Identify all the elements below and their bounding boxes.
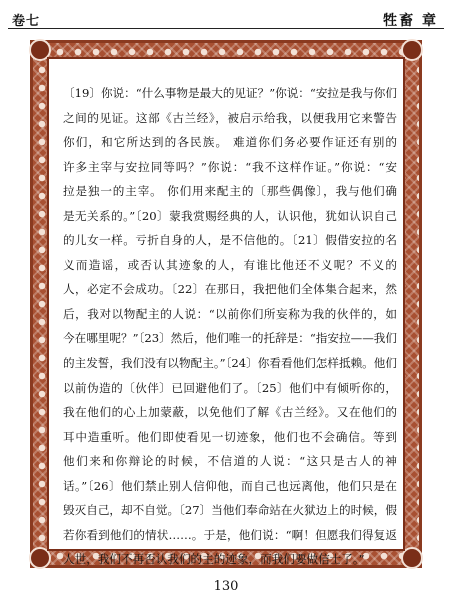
text-line: 我在他们的心上加蒙蔽，以免他们了解《古兰经》。又在他们的 [63, 405, 397, 420]
text-line: 之间的见证。这部《古兰经》，被启示给我，以便我用它来警告 [63, 110, 397, 125]
page-number: 130 [213, 579, 239, 594]
decorative-border [30, 40, 422, 568]
text-line: 人世，我们不再否认我们的主的迹象，而我们要做信士了。” [63, 552, 365, 567]
text-line: 今在哪里呢？”〔23〕然后，他们唯一的托辞是：“指安拉——我们 [63, 331, 397, 346]
text-line: 毁灭自己，却不自觉。〔27〕当他们奉命站在火狱边上的时候，假 [63, 503, 397, 518]
text-line: 你们，和它所达到的各民族。 难道你们务必要作证还有别的 [63, 135, 397, 150]
text-line: 以前伪造的〔伙伴〕已回避他们了。〔25〕他们中有倾听你的， [63, 380, 397, 395]
chapter-label: 卷七 [12, 14, 41, 29]
text-line: 话。”〔26〕他们禁止别人信仰他，而自己也远离他，他们只是在 [63, 478, 397, 493]
text-line: 若你看到他们的情状……。于是，他们说：“啊！但愿我们得复返 [63, 527, 397, 542]
text-line: 是无关系的。”〔20〕蒙我赏赐经典的人，认识他，犹如认识自己 [63, 208, 397, 223]
text-line: 后，我对以物配主的人说：“以前你们所妄称为我的伙伴的，如 [63, 306, 397, 321]
text-panel [47, 57, 405, 567]
text-line: 人，必定不会成功。〔22〕在那日，我把他们全体集合起来，然 [63, 282, 397, 297]
body-text [63, 81, 397, 572]
chapter-title: 牲畜 章 [383, 13, 438, 29]
text-line: 的儿女一样。亏折自身的人，是不信他的。〔21〕假借安拉的名 [63, 233, 397, 248]
text-line: 耳中造重听。他们即使看见一切迹象，他们也不会确信。等到 [63, 429, 397, 444]
text-line: 的主发誓，我们没有以物配主。”〔24〕你看看他们怎样抵赖。他们 [63, 356, 397, 371]
header-rule [8, 28, 444, 29]
text-line: 许多主宰与安拉同等吗？”你说：“我不这样作证。”你说：“安 [63, 159, 397, 174]
text-line: 义而造谣，或否认其迹象的人，有谁比他还不义呢？不义的 [63, 257, 397, 272]
text-line: 拉是独一的主宰。 你们用来配主的〔那些偶像〕，我与他们确 [63, 184, 397, 199]
text-line: 他们来和你辩论的时候，不信道的人说：“这只是古人的神 [63, 454, 397, 469]
text-line: 〔19〕你说：“什么事物是最大的见证？”你说：“安拉是我与你们 [63, 86, 397, 100]
